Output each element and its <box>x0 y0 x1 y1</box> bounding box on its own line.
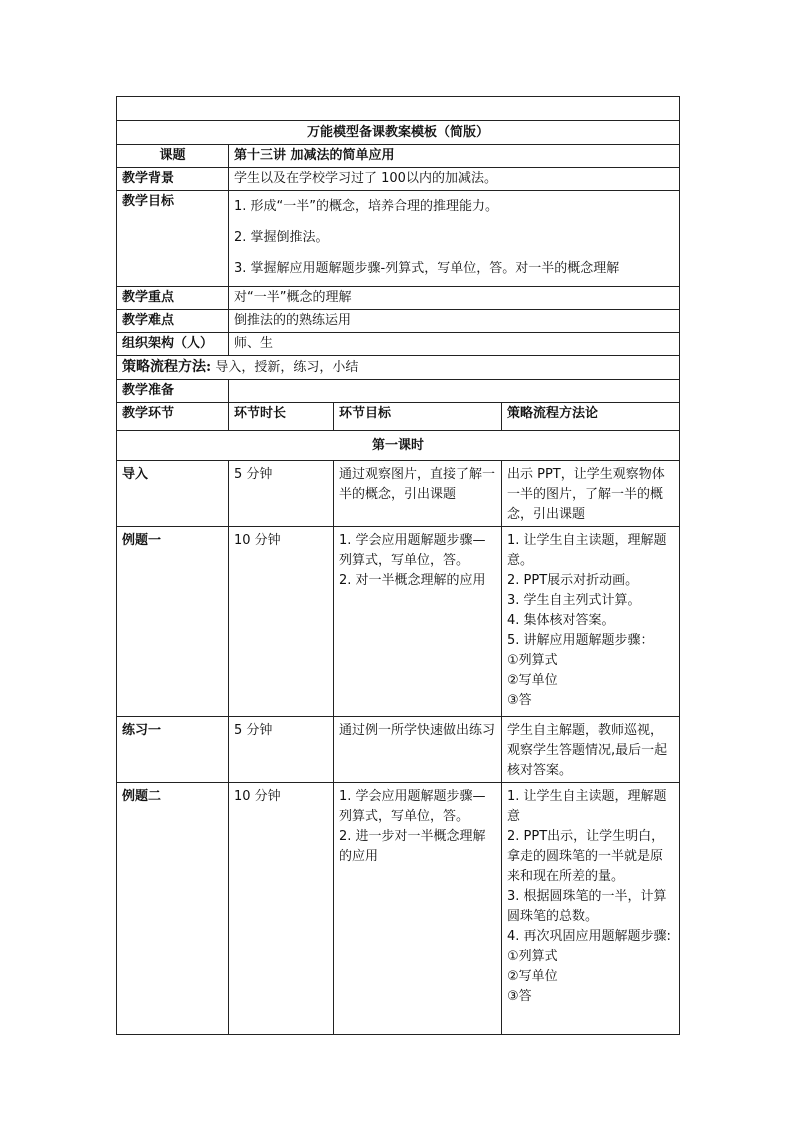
table-row <box>117 717 680 783</box>
method-line: 4. 集体核对答案。 <box>507 613 615 628</box>
table-row <box>117 527 680 717</box>
strategy-value: 导入，授新，练习，小结 <box>215 360 359 375</box>
method-line: 2. PPT出示，让学生明白，拿走的圆珠笔的一半就是原来和现在所差的量。 <box>507 829 665 884</box>
blank-top-row <box>117 97 680 121</box>
method-line: ②写单位 <box>507 673 558 688</box>
lesson-plan-table <box>116 96 680 1035</box>
method-line: 3. 学生自主列式计算。 <box>507 593 641 608</box>
goal-line: 1. 学会应用题解题步骤—列算式，写单位，答。 <box>339 533 486 568</box>
background-row <box>117 168 680 191</box>
key-row <box>117 287 680 310</box>
method-line: ②写单位 <box>507 969 558 984</box>
prep-label: 教学准备 <box>117 380 229 403</box>
method-line: ①列算式 <box>507 949 558 964</box>
title-row <box>117 121 680 145</box>
key-value: 对“一半”概念的理解 <box>229 287 680 310</box>
phase-method: 学生自主解题，教师巡视，观察学生答题情况,最后一起核对答案。 <box>502 717 680 783</box>
phase-goal: 通过例一所学快速做出练习 <box>334 717 502 783</box>
org-label: 组织架构（人） <box>117 333 229 356</box>
goal-line: 1. 学会应用题解题步骤—列算式，写单位，答。 <box>339 789 486 824</box>
org-row <box>117 333 680 356</box>
header-goal: 环节目标 <box>334 403 502 431</box>
phase-duration: 10 分钟 <box>229 783 334 1035</box>
lesson-label: 课题 <box>117 145 229 168</box>
method-line: 1. 让学生自主读题，理解题意。 <box>507 533 667 568</box>
phase-name: 例题一 <box>117 527 229 717</box>
method-line: 2. PPT展示对折动画。 <box>507 573 639 588</box>
phase-goal <box>334 527 502 717</box>
session-title: 第一课时 <box>117 431 680 461</box>
phase-name: 例题二 <box>117 783 229 1035</box>
method-line: 5. 讲解应用题解题步骤： <box>507 633 654 648</box>
background-value: 学生以及在学校学习过了 100以内的加减法。 <box>229 168 680 191</box>
goal-line: 2. 进一步对一半概念理解的应用 <box>339 829 486 864</box>
phase-goal: 通过观察图片，直接了解一半的概念，引出课题 <box>334 461 502 527</box>
difficulty-value: 倒推法的的熟练运用 <box>229 310 680 333</box>
goal-item: 2. 掌握倒推法。 <box>234 230 329 245</box>
prep-value <box>229 380 680 403</box>
phase-method <box>502 783 680 1035</box>
blank-cell <box>117 97 680 121</box>
table-row <box>117 461 680 527</box>
session-row <box>117 431 680 461</box>
phase-duration: 5 分钟 <box>229 461 334 527</box>
phase-goal <box>334 783 502 1035</box>
goals-list <box>229 191 680 287</box>
lesson-row <box>117 145 680 168</box>
prep-row <box>117 380 680 403</box>
phase-name: 练习一 <box>117 717 229 783</box>
phase-duration: 10 分钟 <box>229 527 334 717</box>
org-value: 师、生 <box>229 333 680 356</box>
strategy-cell <box>117 356 680 380</box>
goals-row <box>117 191 680 287</box>
difficulty-row <box>117 310 680 333</box>
method-line: ③答 <box>507 693 532 708</box>
phase-method: 出示 PPT，让学生观察物体一半的图片，了解一半的概念，引出课题 <box>502 461 680 527</box>
header-method: 策略流程方法论 <box>502 403 680 431</box>
phase-duration: 5 分钟 <box>229 717 334 783</box>
method-line: ①列算式 <box>507 653 558 668</box>
method-line: 4. 再次巩固应用题解题步骤: <box>507 929 671 944</box>
difficulty-label: 教学难点 <box>117 310 229 333</box>
method-line: 3. 根据圆珠笔的一半，计算圆珠笔的总数。 <box>507 889 667 924</box>
phase-method <box>502 527 680 717</box>
goal-item: 3. 掌握解应用题解题步骤-列算式，写单位，答。对一半的概念理解 <box>234 261 620 276</box>
goal-item: 1. 形成“一半”的概念，培养合理的推理能力。 <box>234 199 499 214</box>
method-line: 1. 让学生自主读题，理解题意 <box>507 789 667 824</box>
header-phase: 教学环节 <box>117 403 229 431</box>
goal-line: 2. 对一半概念理解的应用 <box>339 573 486 588</box>
header-row <box>117 403 680 431</box>
strategy-label: 策略流程方法: <box>122 359 212 375</box>
document-title: 万能模型备课教案模板（简版） <box>117 121 680 145</box>
table-row <box>117 783 680 1035</box>
key-label: 教学重点 <box>117 287 229 310</box>
phase-name: 导入 <box>117 461 229 527</box>
background-label: 教学背景 <box>117 168 229 191</box>
lesson-value: 第十三讲 加减法的简单应用 <box>229 145 680 168</box>
header-duration: 环节时长 <box>229 403 334 431</box>
goals-label: 教学目标 <box>117 191 229 287</box>
strategy-row <box>117 356 680 380</box>
method-line: ③答 <box>507 989 532 1004</box>
